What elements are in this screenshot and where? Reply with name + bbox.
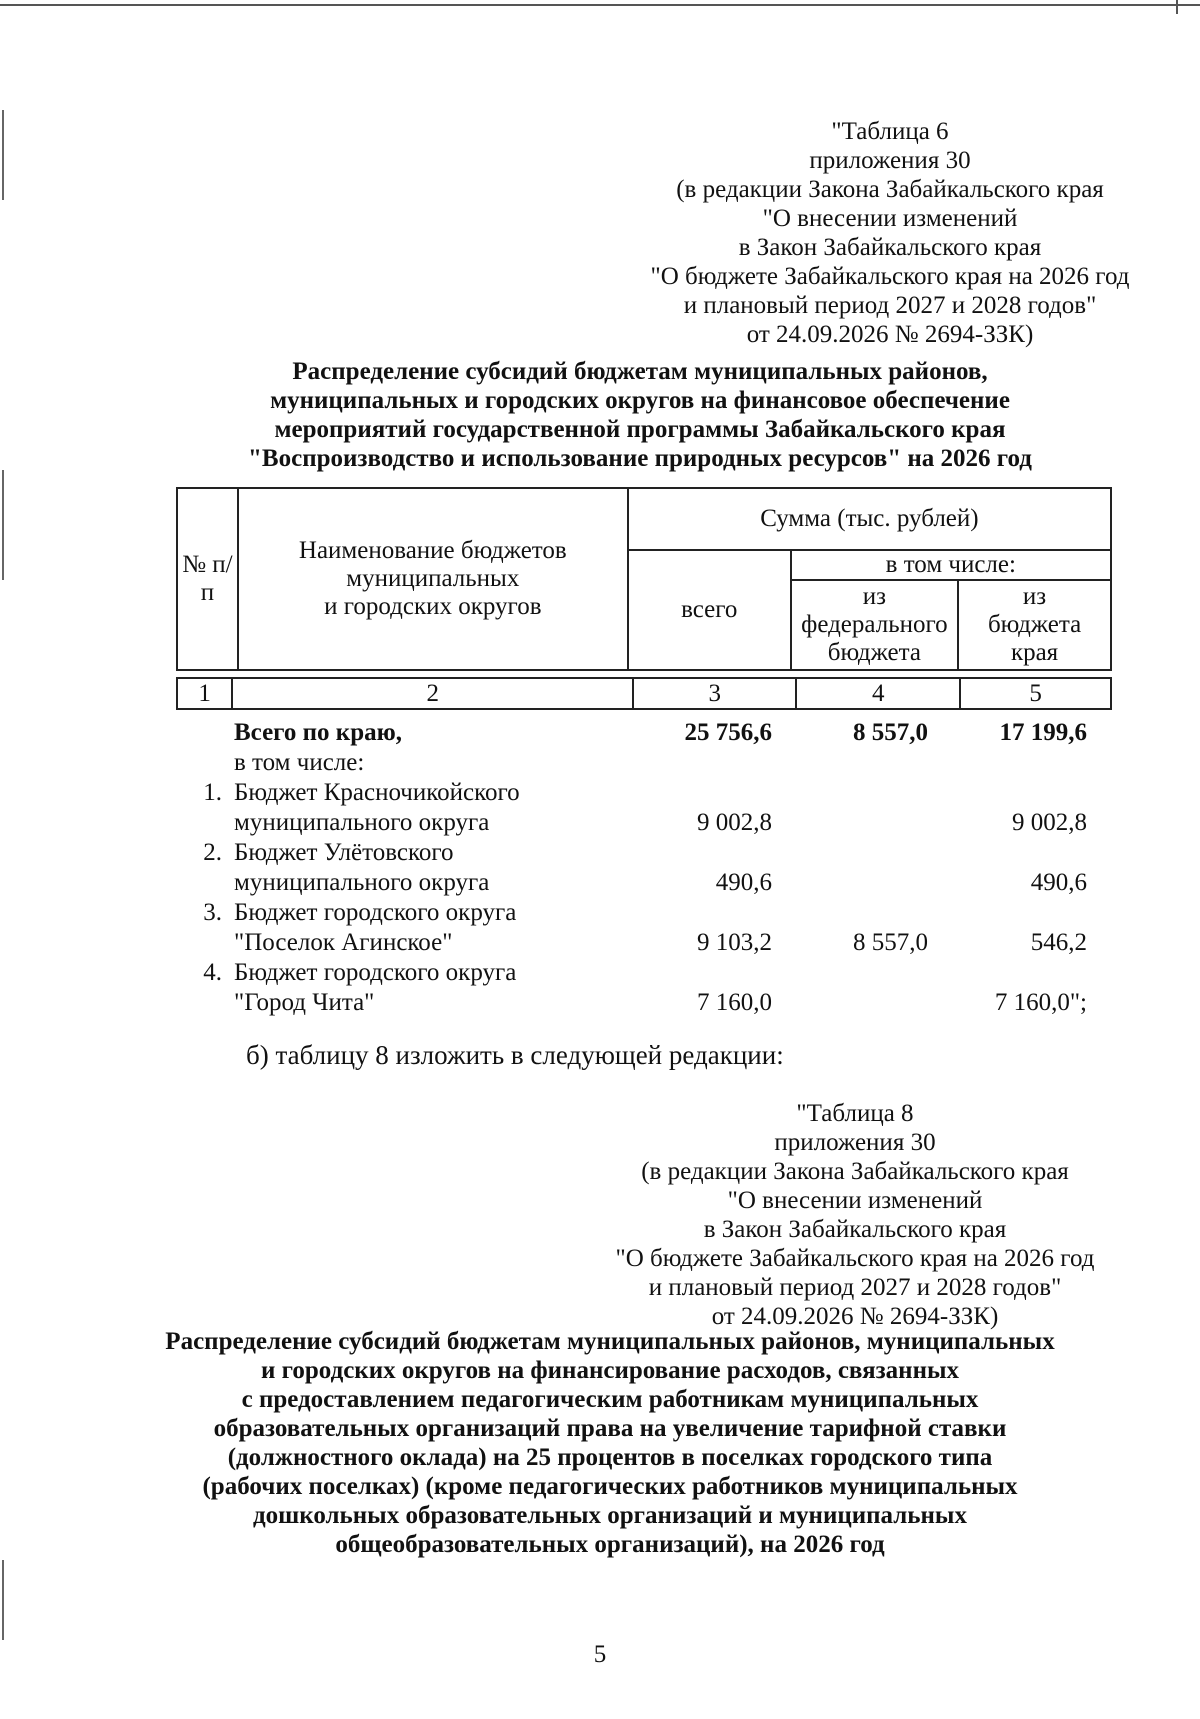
header-federal-line: федерального	[801, 611, 948, 638]
title-line: образовательных организаций права на увеличение тарифной ставки	[213, 1415, 1007, 1442]
title-line: общеобразовательных организаций), на 2026 год	[335, 1531, 885, 1558]
attachment-line: "Таблица 6	[831, 118, 949, 145]
total-federal: 8 557,0	[853, 719, 928, 746]
table6-attachment-header	[620, 117, 1160, 349]
amendment-instruction: б) таблицу 8 изложить в следующей редакции:	[246, 1040, 784, 1070]
title-line: (должностного оклада) на 25 процентов в поселках городского типа	[227, 1444, 993, 1471]
row-name: муниципального округа	[234, 809, 490, 836]
header-name-line: муниципальных	[346, 565, 520, 592]
row-name: Бюджет Красночикойского	[234, 779, 520, 806]
attachment-line: "О внесении изменений	[762, 205, 1018, 232]
title-line: Распределение субсидий бюджетам муниципальных районов, муниципальных	[165, 1328, 1055, 1355]
scan-border-tick	[1176, 0, 1178, 14]
title-line: Распределение субсидий бюджетам муниципальных районов,	[292, 358, 988, 385]
row-number: 4.	[203, 959, 222, 986]
header-federal-line: из	[862, 583, 886, 610]
attachment-line: "О бюджете Забайкальского края на 2026 год	[650, 263, 1130, 290]
row-total: 7 160,0	[697, 989, 772, 1016]
table8-attachment-header	[585, 1099, 1125, 1331]
title-line: с предоставлением педагогическим работникам муниципальных	[241, 1386, 979, 1413]
header-regional	[958, 580, 1111, 670]
attachment-line: и плановый период 2027 и 2028 годов"	[683, 292, 1097, 319]
page-number: 5	[593, 1641, 607, 1668]
table-row	[176, 898, 1136, 958]
row-name: Бюджет Улётовского	[234, 839, 454, 866]
row-total: 490,6	[715, 869, 772, 896]
header-name-line: Наименование бюджетов	[298, 537, 567, 564]
row-name: "Город Чита"	[234, 989, 375, 1016]
header-sum: Сумма (тыс. рублей)	[628, 488, 1111, 550]
row-number: 2.	[203, 839, 222, 866]
column-number: 4	[796, 678, 960, 709]
scan-edge-mark	[2, 110, 4, 200]
row-regional: 490,6	[1030, 869, 1087, 896]
column-numbers-row	[176, 677, 1112, 710]
attachment-line: от 24.09.2026 № 2694-ЗЗК)	[746, 321, 1034, 348]
header-regional-line: бюджета	[987, 611, 1082, 638]
scan-border-line	[0, 4, 1200, 6]
table8-title	[140, 1327, 1080, 1559]
attachment-line: приложения 30	[774, 1129, 936, 1156]
attachment-line: (в редакции Закона Забайкальского края	[676, 176, 1104, 203]
header-name-line: и городских округов	[324, 593, 542, 620]
header-including: в том числе:	[791, 550, 1111, 580]
attachment-line: от 24.09.2026 № 2694-ЗЗК)	[711, 1303, 999, 1330]
title-line: "Воспроизводство и использование природных ресурсов" на 2026 год	[248, 445, 1032, 472]
column-number: 1	[177, 678, 232, 709]
header-num: № п/п	[177, 488, 238, 670]
row-federal	[774, 988, 932, 1018]
row-federal	[774, 868, 932, 898]
row-federal	[774, 808, 932, 838]
total-label: Всего по краю,	[234, 719, 402, 746]
row-name: Бюджет городского округа	[234, 959, 517, 986]
title-line: муниципальных и городских округов на финансовое обеспечение	[270, 387, 1010, 414]
header-total: всего	[628, 550, 791, 670]
row-number: 3.	[203, 899, 222, 926]
total-regional: 17 199,6	[999, 719, 1087, 746]
header-federal-line: бюджета	[827, 639, 921, 666]
title-line: мероприятий государственной программы Забайкальского края	[274, 416, 1006, 443]
row-name: Бюджет городского округа	[234, 899, 517, 926]
table-row	[176, 778, 1136, 838]
table-row	[176, 958, 1136, 1018]
row-total: 9 103,2	[697, 929, 772, 956]
title-line: дошкольных образовательных организаций и муниципальных	[253, 1502, 967, 1529]
row-name: муниципального округа	[234, 869, 490, 896]
row-name: "Поселок Агинское"	[234, 929, 453, 956]
row-regional: 7 160,0";	[994, 989, 1087, 1016]
attachment-line: "О внесении изменений	[727, 1187, 983, 1214]
total-row	[176, 718, 1136, 748]
budget-table-header	[176, 487, 1112, 671]
attachment-line: (в редакции Закона Забайкальского края	[641, 1158, 1069, 1185]
header-federal	[791, 580, 959, 670]
attachment-line: "О бюджете Забайкальского края на 2026 год	[615, 1245, 1095, 1272]
row-total: 9 002,8	[697, 809, 772, 836]
scan-edge-mark	[2, 470, 4, 580]
including-row	[176, 748, 1136, 778]
table6-title	[170, 357, 1110, 473]
column-number: 3	[633, 678, 796, 709]
row-regional: 546,2	[1030, 929, 1087, 956]
scan-edge-mark	[2, 1560, 4, 1640]
title-line: (рабочих поселках) (кроме педагогических работников муниципальных	[202, 1473, 1018, 1500]
attachment-line: в Закон Забайкальского края	[703, 1216, 1007, 1243]
attachment-line: приложения 30	[809, 147, 971, 174]
row-regional: 9 002,8	[1012, 809, 1087, 836]
row-number: 1.	[203, 779, 222, 806]
attachment-line: и плановый период 2027 и 2028 годов"	[648, 1274, 1062, 1301]
header-regional-line: из	[1022, 583, 1047, 610]
column-number: 5	[960, 678, 1111, 709]
header-regional-line: края	[1010, 639, 1059, 666]
attachment-line: в Закон Забайкальского края	[738, 234, 1042, 261]
attachment-line: "Таблица 8	[796, 1100, 914, 1127]
column-number: 2	[232, 678, 633, 709]
including-label: в том числе:	[234, 749, 365, 776]
header-name	[238, 488, 628, 670]
table-row	[176, 838, 1136, 898]
budget-table-body	[176, 718, 1136, 1018]
title-line: и городских округов на финансирование расходов, связанных	[261, 1357, 959, 1384]
total-value: 25 756,6	[684, 719, 772, 746]
row-federal: 8 557,0	[853, 929, 928, 956]
